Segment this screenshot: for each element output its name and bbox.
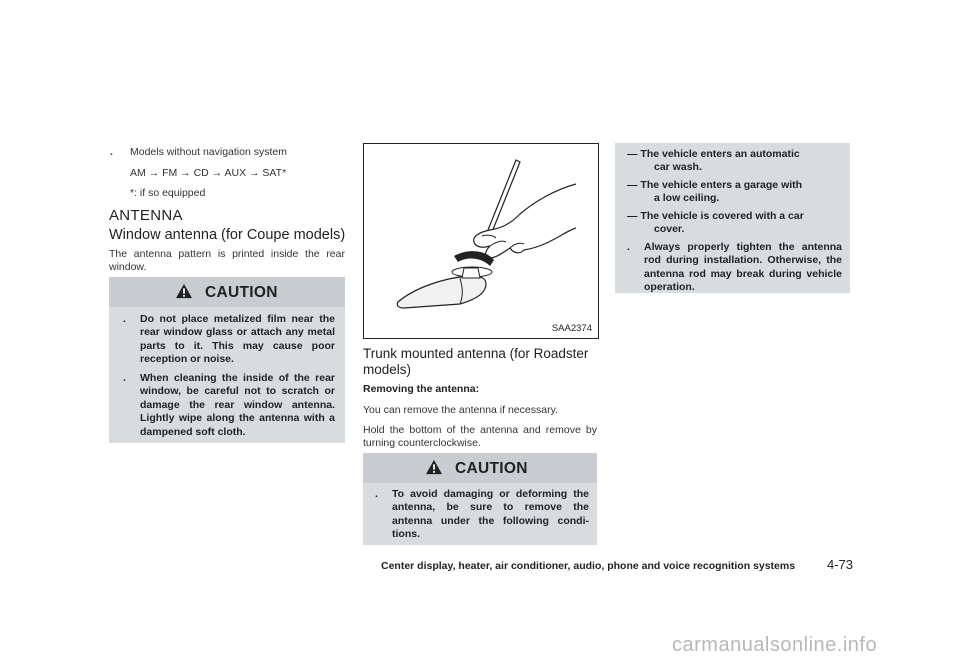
caution-box-roadster [363, 453, 597, 545]
dash-item [627, 210, 842, 237]
bullet-marker: . [627, 241, 630, 253]
caution-item [123, 313, 335, 367]
antenna-illustration [364, 144, 598, 338]
caution-item-text: Always properly tighten the antenna rod during installation. Otherwise, the antenna rod may break during vehicle operation. [644, 241, 842, 294]
caution-title: CAUTION [455, 460, 528, 477]
antenna-figure [363, 143, 599, 339]
bullet-marker: . [123, 372, 126, 384]
dash-item-continuation: car wash. [654, 161, 702, 174]
paragraph-remove-if-necessary: You can remove the antenna if necessary. [363, 404, 558, 416]
footnote: *: if so equipped [130, 187, 206, 199]
section-title: ANTENNA [109, 207, 183, 224]
warning-icon [425, 459, 443, 475]
dash-item-line: — The vehicle enters an automatic [627, 148, 800, 160]
caution-item [627, 241, 842, 295]
caution-item [123, 372, 335, 439]
caution-item-text: Do not place metalized film near the rear window glass or attach any metal parts to it. This may cause poor reception or noise. [140, 313, 335, 366]
dash-item [627, 179, 842, 206]
warning-icon [175, 283, 193, 299]
paragraph-hold-bottom: Hold the bottom of the antenna and remove by turning counterclockwise. [363, 424, 597, 449]
caution-item [375, 488, 589, 542]
caution-continued-box [615, 143, 850, 293]
subsection-title-coupe: Window antenna (for Coupe models) [109, 227, 346, 243]
dash-item-line: — The vehicle is covered with a car [627, 210, 804, 222]
figure-code: SAA2374 [551, 323, 592, 334]
dash-item-continuation: cover. [654, 223, 685, 236]
caution-item-text: When cleaning the inside of the rear window, be careful not to scratch or damage the rear window antenna. Lightly wipe along the antenna with a dampened soft cloth. [140, 372, 335, 438]
bullet-marker: . [123, 313, 126, 325]
bullet-label: Models without navigation system [130, 146, 287, 158]
dash-item-continuation: a low ceiling. [654, 192, 720, 205]
caution-box-coupe [109, 277, 345, 443]
caution-item-text: To avoid damaging or deforming the antenna, be sure to remove the antenna under the following condi-tions. [392, 488, 589, 541]
caution-title: CAUTION [205, 284, 278, 301]
removing-heading: Removing the antenna: [363, 383, 480, 395]
bullet-marker: . [375, 488, 378, 500]
dash-item [627, 148, 842, 175]
bullet-marker: . [110, 146, 113, 158]
page-number: 4-73 [827, 557, 854, 572]
dash-item-line: — The vehicle enters a garage with [627, 179, 803, 191]
band-sequence: AM → FM → CD → AUX → SAT* [130, 167, 287, 179]
footer-chapter-title: Center display, heater, air conditioner, audio, phone and voice recognition systems [381, 560, 796, 572]
subsection-title-roadster: Trunk mounted antenna (for Roadster models) [363, 346, 589, 377]
watermark: carmanualsonline.info [672, 634, 878, 656]
coupe-description: The antenna pattern is printed inside the rear window. [109, 248, 345, 273]
